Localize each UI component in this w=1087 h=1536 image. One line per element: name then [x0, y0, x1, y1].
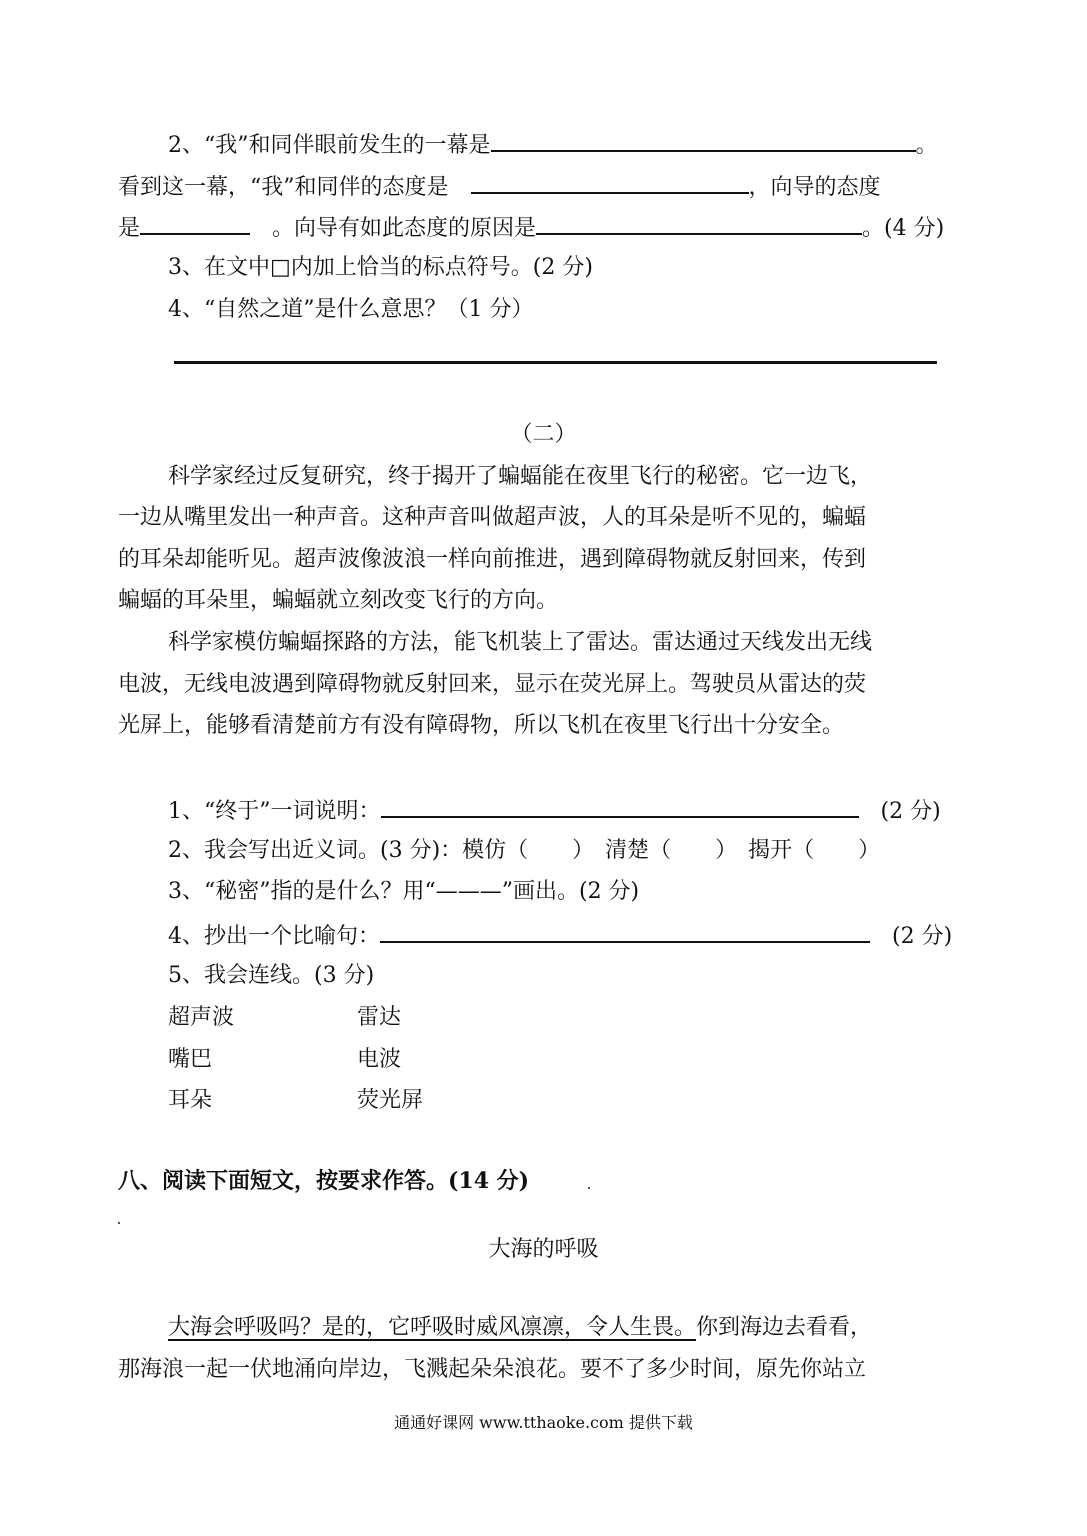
question-2-line-1: [168, 128, 938, 161]
answer-blank[interactable]: [380, 919, 870, 943]
passage-line: [168, 1313, 872, 1343]
underlined-sentence: 大海会呼吸吗？是的，它呼吸时威风凛凛，令人生畏。: [168, 1315, 697, 1340]
passage-line: 一边从嘴里发出一种声音。这种声音叫做超声波，人的耳朵是听不见的，蝙蝠: [118, 505, 867, 530]
section-heading: （二）: [510, 422, 577, 447]
match-right-item[interactable]: 电波: [357, 1047, 402, 1072]
question-2-text-a: 2、“我”和同伴眼前发生的一幕是: [168, 133, 491, 158]
passage-line: 蝙蝠的耳朵里，蝙蝠就立刻改变飞行的方向。: [118, 588, 559, 613]
passage-line: 那海浪一起一伏地涌向岸边，飞溅起朵朵浪花。要不了多少时间，原先你站立: [118, 1357, 867, 1382]
match-right-item[interactable]: 雷达: [357, 1005, 402, 1030]
scan-speck: [118, 1222, 120, 1224]
question-1: [168, 794, 941, 827]
passage-line: 电波，无线电波遇到障碍物就反射回来，显示在荧光屏上。驾驶员从雷达的荧: [118, 672, 867, 697]
question-2-line-3: [118, 211, 944, 244]
question-2-text-c-end: 。(4 分): [862, 216, 945, 241]
question-2-text-b-mid: ，向导的态度: [748, 175, 881, 200]
question-4-text: 4、抄出一个比喻句：: [168, 924, 380, 949]
answer-blank[interactable]: [536, 211, 862, 235]
question-2-line-2: [118, 170, 881, 203]
passage-text: 你到海边去看看，: [696, 1315, 873, 1340]
question-2-text-c: 是: [118, 216, 141, 241]
question-2-text-c-mid: 。向导有如此态度的原因是: [272, 216, 537, 241]
question-3: 3、在文中□内加上恰当的标点符号。(2 分): [168, 255, 593, 280]
match-left-item[interactable]: 耳朵: [168, 1088, 213, 1113]
passage-line: 科学家模仿蝙蝠探路的方法，能飞机装上了雷达。雷达通过天线发出无线: [168, 630, 873, 655]
period: 。: [915, 133, 938, 158]
question-4: 4、“自然之道”是什么意思？（1 分）: [168, 297, 534, 322]
answer-blank[interactable]: [381, 794, 859, 818]
answer-blank[interactable]: [471, 170, 749, 194]
match-left-item[interactable]: 嘴巴: [168, 1047, 213, 1072]
passage-line: 光屏上，能够看清楚前方有没有障碍物，所以飞机在夜里飞行出十分安全。: [118, 713, 845, 738]
match-right-item[interactable]: 荧光屏: [357, 1088, 424, 1113]
section-8-heading: 八、阅读下面短文，按要求作答。(14 分): [118, 1168, 530, 1194]
question-4: [168, 919, 952, 952]
answer-blank[interactable]: [491, 128, 916, 152]
question-1-text: 1、“终于”一词说明：: [168, 799, 381, 824]
question-1-score: (2 分): [880, 799, 941, 824]
question-2: 2、我会写出近义词。(3 分)：模仿（ ） 清楚（ ） 揭开（ ）: [168, 838, 881, 863]
question-4-score: (2 分): [892, 924, 953, 949]
answer-line[interactable]: [174, 361, 937, 364]
question-3: 3、“秘密”指的是什么？用“———”画出。(2 分): [168, 879, 640, 904]
match-left-item[interactable]: 超声波: [168, 1005, 235, 1030]
answer-blank[interactable]: [140, 211, 250, 235]
question-2-text-b: 看到这一幕，“我”和同伴的态度是: [118, 175, 449, 200]
passage-line: 科学家经过反复研究，终于揭开了蝙蝠能在夜里飞行的秘密。它一边飞，: [168, 464, 873, 489]
passage-title: 大海的呼吸: [488, 1237, 599, 1262]
passage-line: 的耳朵却能听见。超声波像波浪一样向前推进，遇到障碍物就反射回来，传到: [118, 547, 867, 572]
question-5: 5、我会连线。(3 分): [168, 963, 375, 988]
scan-speck: [588, 1187, 590, 1189]
footer-credit: 通通好课网 www.tthaoke.com 提供下载: [394, 1413, 693, 1432]
